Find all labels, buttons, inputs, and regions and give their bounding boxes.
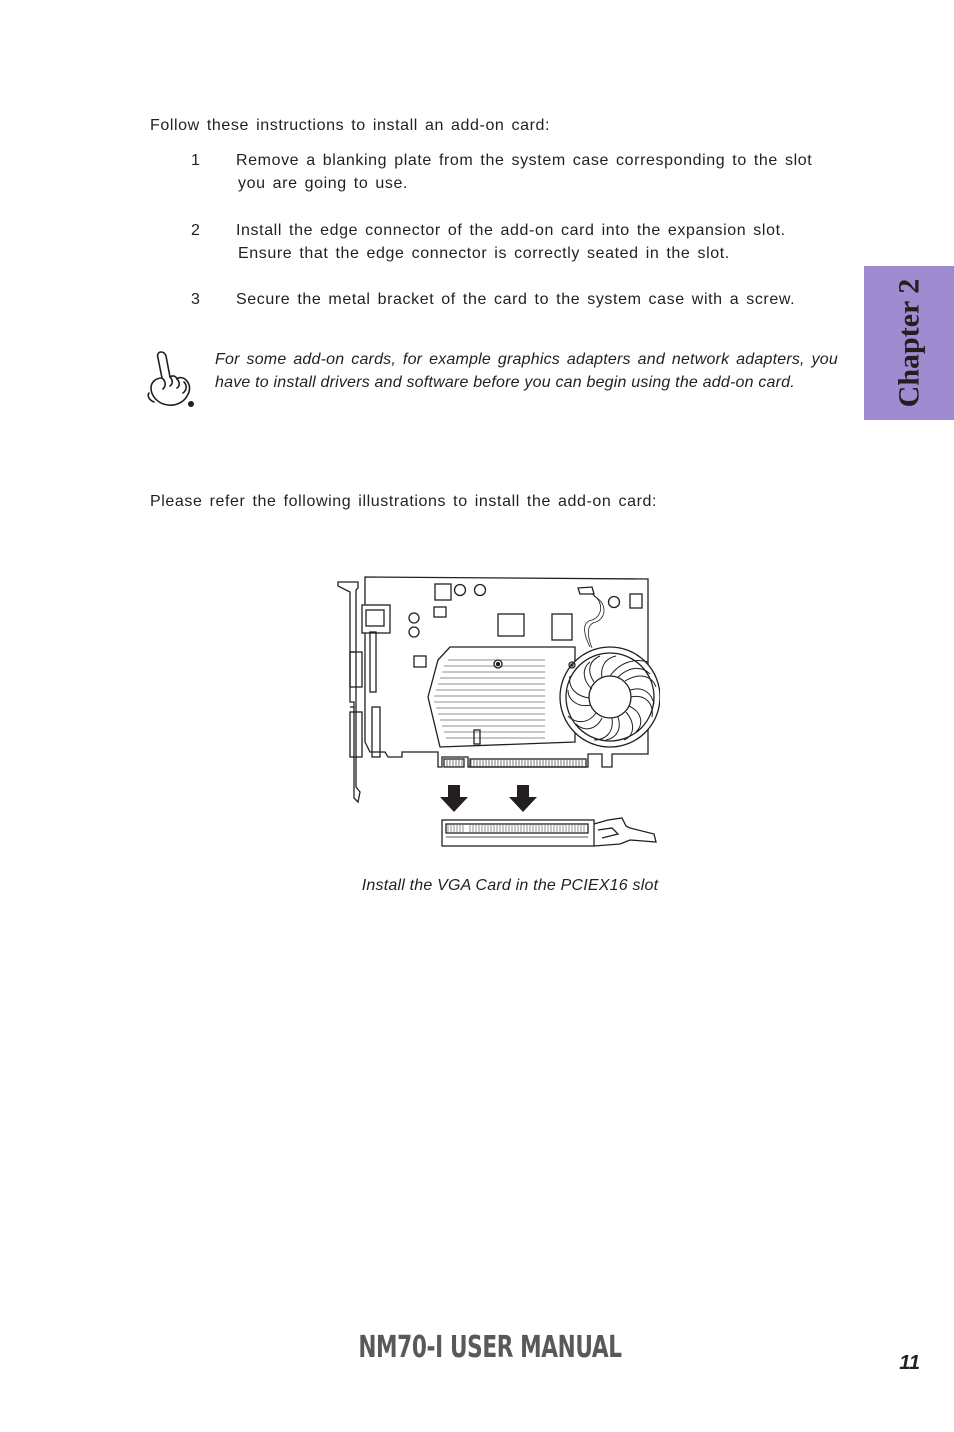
step-line-2: you are going to use.: [238, 175, 409, 192]
pointing-hand-icon: [146, 348, 198, 410]
step-2: [0, 219, 954, 262]
chapter-tab: [864, 266, 954, 420]
step-line-1: Install the edge connector of the add-on card into the expansion slot.: [236, 222, 786, 239]
step-text: [236, 149, 838, 195]
intro-text: Follow these instructions to install an add-on card:: [150, 117, 551, 134]
vga-card-illustration: [330, 572, 660, 852]
step-number: 3: [191, 291, 201, 308]
step-text: [236, 288, 838, 311]
footer-title: NM70-I USER MANUAL: [358, 1330, 622, 1365]
chapter-label: Chapter 2: [892, 278, 925, 408]
step-line-1: Remove a blanking plate from the system case corresponding to the slot: [236, 152, 813, 169]
step-number: 1: [191, 152, 201, 169]
step-1: [0, 149, 954, 192]
step-text: [236, 219, 838, 265]
refer-text: Please refer the following illustrations to install the add-on card:: [150, 493, 658, 510]
step-line-1: Secure the metal bracket of the card to the system case with a screw.: [236, 291, 796, 308]
page-number: 11: [899, 1352, 920, 1374]
step-line-2: Ensure that the edge connector is correctly seated in the slot.: [238, 245, 730, 262]
note-text: For some add-on cards, for example graphics adapters and network adapters, you have to install drivers and software before you can begin using the add-on card.: [215, 351, 838, 391]
figure-caption: Install the VGA Card in the PCIEX16 slot: [361, 877, 659, 894]
step-number: 2: [191, 222, 201, 239]
step-3: [0, 288, 954, 312]
